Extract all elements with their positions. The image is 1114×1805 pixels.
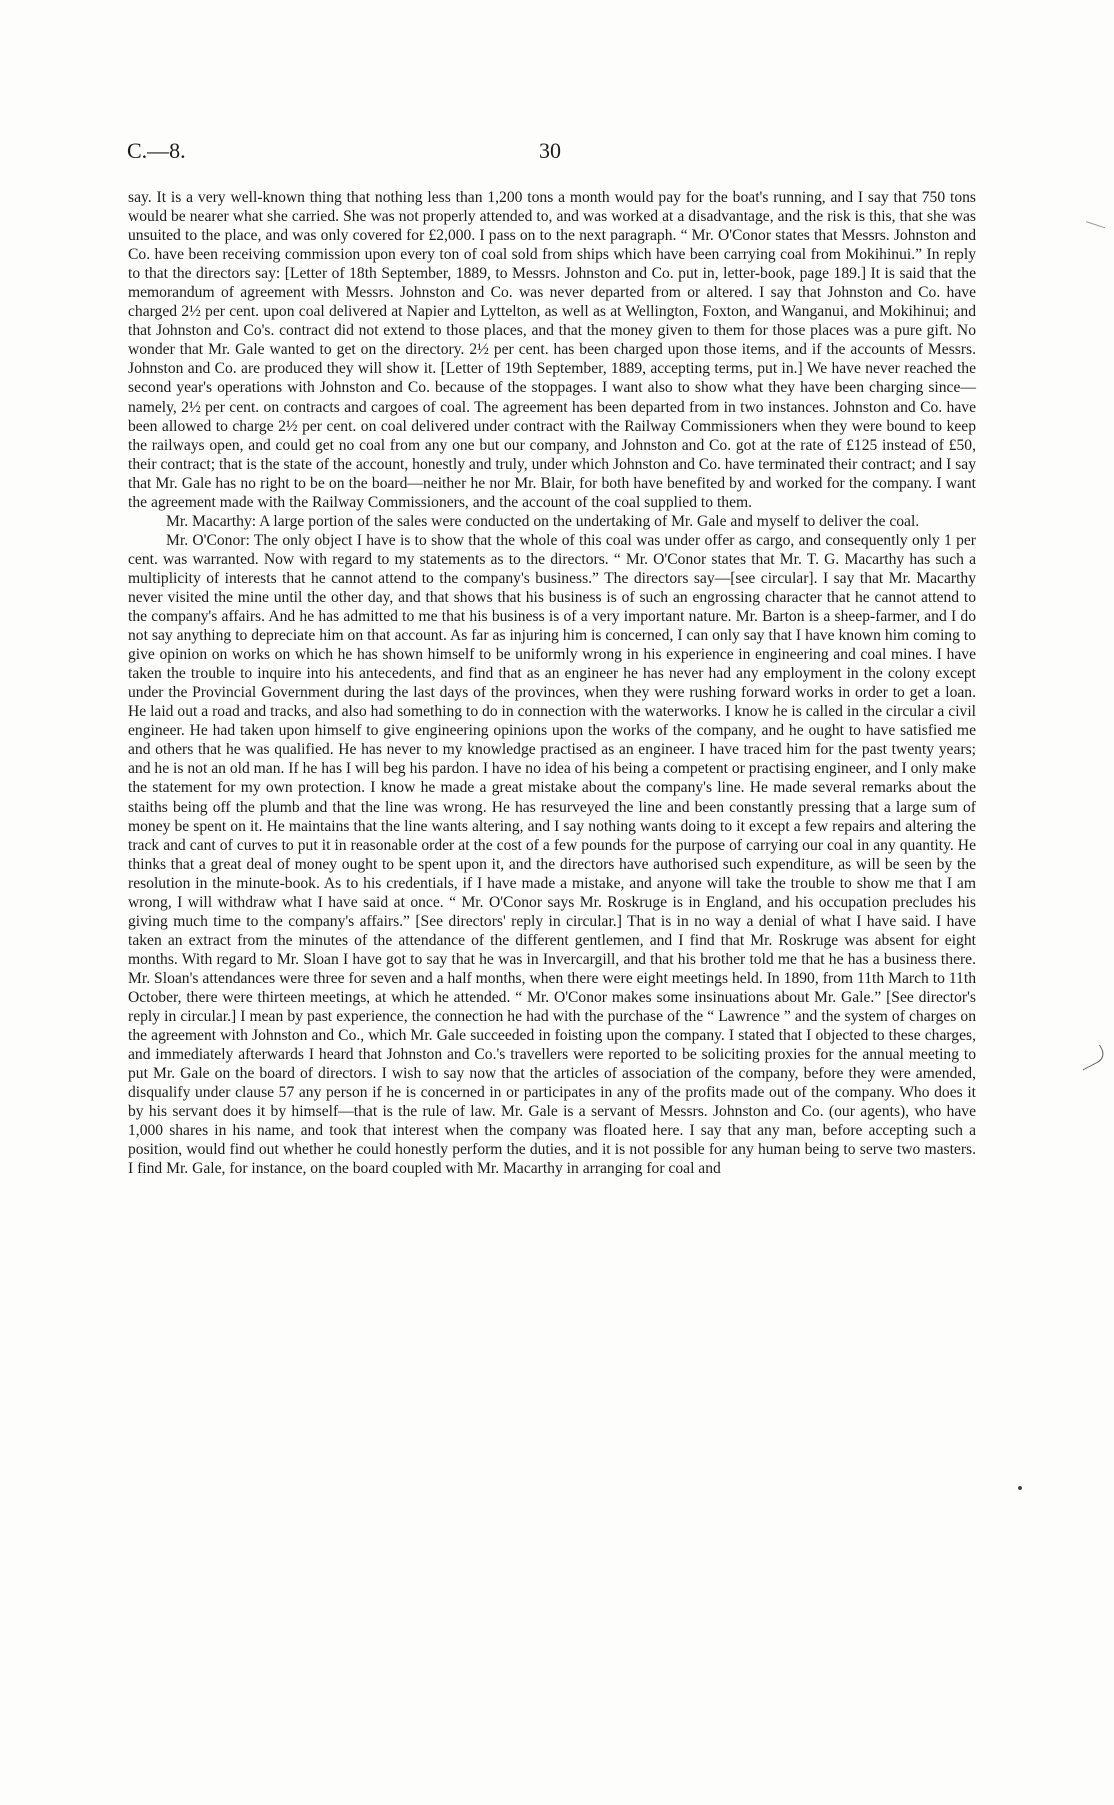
body-text (128, 188, 976, 1178)
document-code: C.—8. (127, 138, 186, 163)
margin-pencil-mark (1076, 1045, 1107, 1071)
page-header (127, 138, 987, 168)
paragraph: say. It is a very well-known thing that nothing less than 1,200 tons a month would pay for the boat's running, and I say that 750 tons would be nearer what she carried. She was not properly attended to, and was worked at a disadvantage, and the risk is this, that she was unsuited to the place, and was only covered for £2,000. I pass on to the next paragraph. “ Mr. O'Conor states that Messrs. Johnston and Co. have been receiving commission upon every ton of coal sold from ships which have been carrying coal from Mokihinui.” In reply to that the directors say: [Letter of 18th September, 1889, to Messrs. Johnston and Co. put in, letter-book, page 189.] It is said that the memorandum of agreement with Messrs. Johnston and Co. was never departed from or altered. I say that Johnston and Co. have charged 2½ per cent. upon coal delivered at Napier and Lyttelton, as well as at Wellington, Foxton, and Wanganui, and Mokihinui; and that Johnston and Co's. contract did not extend to those places, and that the money given to them for those places was a pure gift. No wonder that Mr. Gale wanted to get on the directory. 2½ per cent. has been charged upon those items, and if the accounts of Messrs. Johnston and Co. are produced they will show it. [Letter of 19th September, 1889, accepting terms, put in.] We have never reached the second year's operations with Johnston and Co. because of the stoppages. I want also to show what they have been charging since—namely, 2½ per cent. on contracts and cargoes of coal. The agreement has been departed from in two instances. Johnston and Co. have been allowed to charge 2½ per cent. on coal delivered under contract with the Railway Commissioners when they were bound to keep the railways open, and could get no coal from any one but our company, and Johnston and Co. got at the rate of £125 instead of £50, their contract; that is the state of the account, honestly and truly, under which Johnston and Co. have terminated their contract; and I say that Mr. Gale has no right to be on the board—neither he nor Mr. Blair, for both have benefited by and worked for the company. I want the agreement made with the Railway Commissioners, and the account of the coal supplied to them. (128, 189, 976, 511)
margin-dot-mark (1018, 1486, 1022, 1490)
paragraph: Mr. Macarthy: A large portion of the sales were conducted on the undertaking of Mr. Gale and myself to deliver the coal. (166, 512, 920, 530)
page-number: 30 (539, 138, 561, 163)
paragraph: Mr. O'Conor: The only object I have is to show that the whole of this coal was under offer as cargo, and consequently only 1 per cent. was warranted. Now with regard to my statements as to the directors. “ Mr. O'Conor states that Mr. T. G. Macarthy has such a multiplicity of interests that he cannot attend to the company's business.” The directors say—[see circular]. I say that Mr. Macarthy never visited the mine until the other day, and that shows that his business is of such an engrossing character that he cannot attend to the company's affairs. And he has admitted to me that his business is of a very important nature. Mr. Barton is a sheep-farmer, and I do not say anything to depreciate him on that account. As far as injuring him is concerned, I can only say that I have known him coming to give opinion on works on which he has shown himself to be uniformly wrong in his experience in engineering and coal mines. I have taken the trouble to inquire into his antecedents, and find that as an engineer he has never had any employment in the colony except under the Provincial Government during the last days of the provinces, when they were rushing forward works in order to get a loan. He laid out a road and tracks, and also had something to do in connection with the waterworks. I know he is called in the circular a civil engineer. He had taken upon himself to give engineering opinions upon the works of the company, and he ought to have satisfied me and others that he was qualified. He has never to my knowledge practised as an engineer. I have traced him for the past twenty years; and he is not an old man. If he has I will beg his pardon. I have no idea of his being a competent or practising engineer, and I only make the statement for my own protection. I know he made a great mistake about the company's line. He made several remarks about the staiths being off the plumb and that the line was wrong. He has resurveyed the line and been constantly pressing that a large sum of money be spent on it. He maintains that the line wants altering, and I say nothing wants doing to it except a few repairs and altering the track and cant of curves to put it in reasonable order at the cost of a few pounds for the purpose of carrying our coal in any quantity. He thinks that a great deal of money ought to be spent upon it, and the directors have authorised such expenditure, as will be seen by the resolution in the minute-book. As to his credentials, if I have made a mistake, and anyone will take the trouble to show me that I am wrong, I will withdraw what I have said at once. “ Mr. O'Conor says Mr. Roskruge is in England, and his occupation precludes his giving much time to the company's affairs.” [See directors' reply in circular.] That is in no way a denial of what I have said. I have taken an extract from the minutes of the attendance of the different gentlemen, and I find that Mr. Roskruge was absent for eight months. With regard to Mr. Sloan I have got to say that he was in Invercargill, and that his brother told me that he has a business there. Mr. Sloan's attendances were three for seven and a half months, when there were eight meetings held. In 1890, from 11th March to 11th October, there were thirteen meetings, at which he attended. “ Mr. O'Conor makes some insinuations about Mr. Gale.” [See director's reply in circular.] I mean by past experience, the connection he had with the purchase of the “ Lawrence ” and the system of charges on the agreement with Johnston and Co., which Mr. Gale succeeded in foisting upon the company. I stated that I objected to these charges, and immediately afterwards I heard that Johnston and Co.'s travellers were reported to be soliciting proxies for the annual meeting to put Mr. Gale on the board of directors. I wish to say now that the articles of association of the company, before they were amended, disqualify under clause 57 any person if he is concerned in or participates in any of the profits made out of the company. Who does it by his servant does it by himself—that is the rule of law. Mr. Gale is a servant of Messrs. Johnston and Co. (our agents), who have 1,000 shares in his name, and took that interest when the company was floated here. I say that any man, before accepting such a position, would find out whether he could honestly perform the duties, and it is not possible for any human being to serve two masters. I find Mr. Gale, for instance, on the board coupled with Mr. Macarthy in arranging for coal and (128, 531, 976, 1178)
margin-pencil-mark (1083, 221, 1105, 238)
